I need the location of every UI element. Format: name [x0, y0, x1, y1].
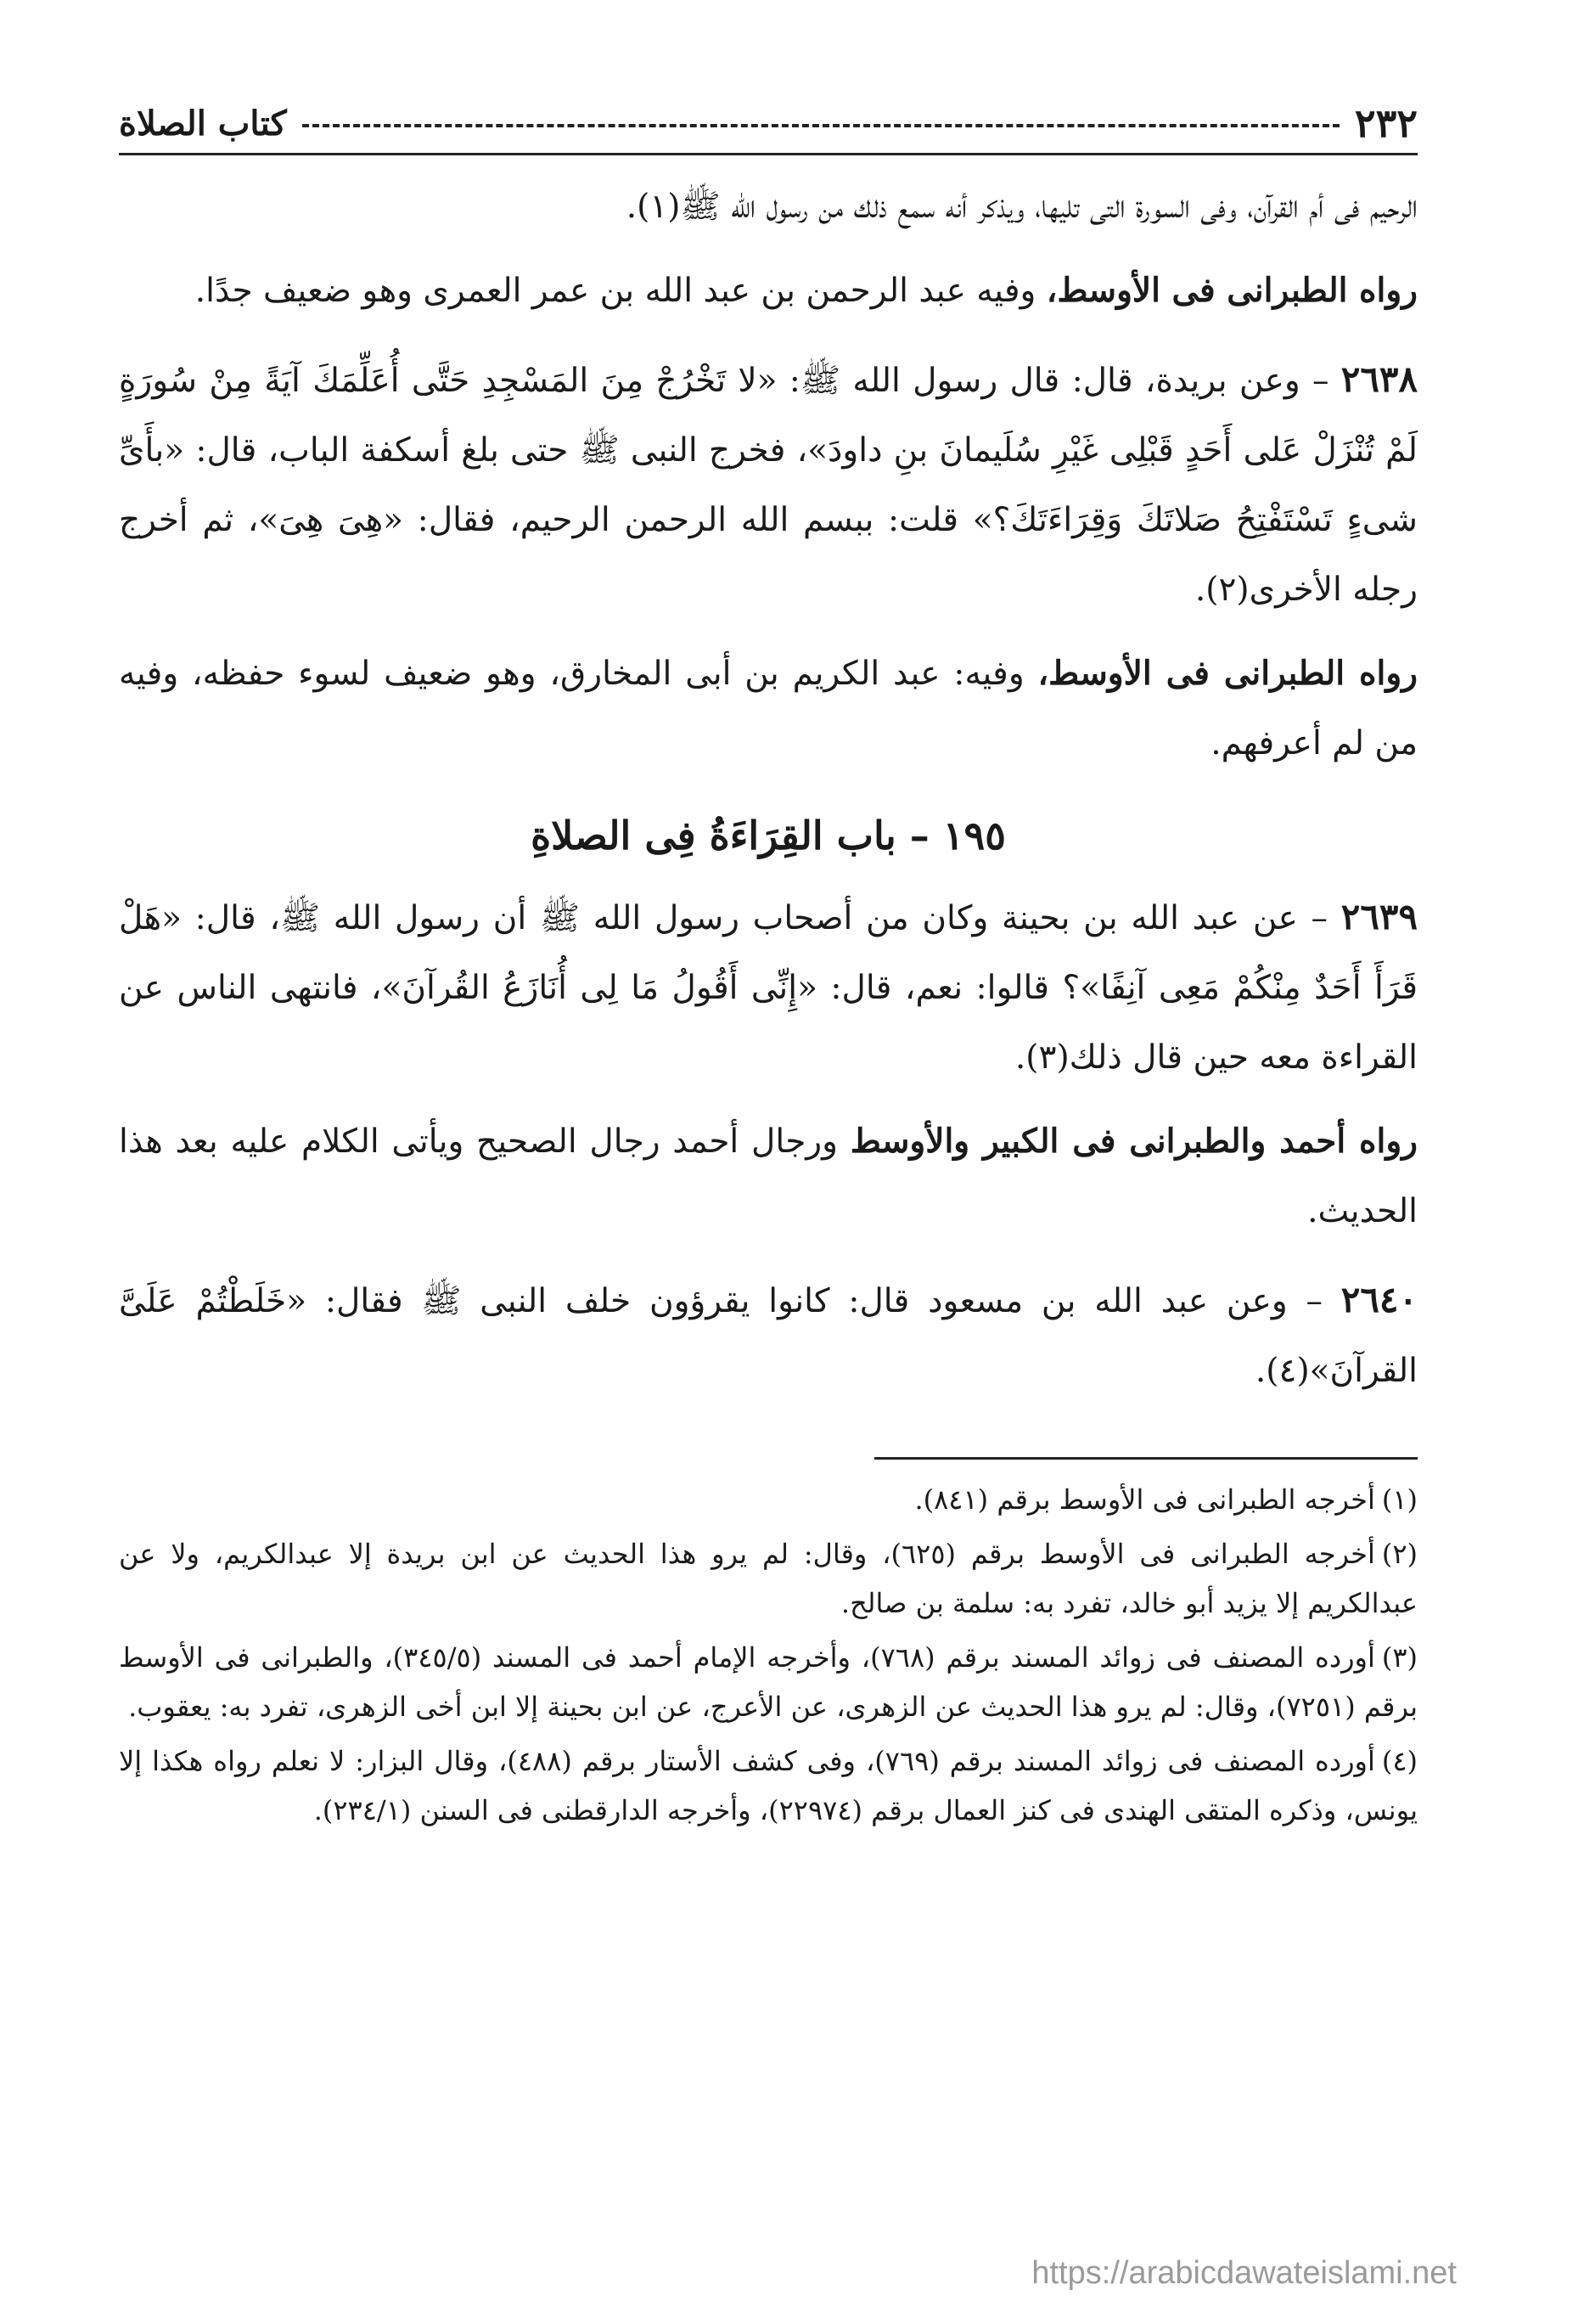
hadith-text: – وعن بريدة، قال: قال رسول الله ﷺ: «لا تَخْرُجْ مِنَ المَسْجِدِ حَتَّى أُعَلِّمَكَ آيَةً مِنْ سُورَةٍ لَمْ تُنْزَلْ عَلى أَحَدٍ قَبْلِى غَيْرِ سُلَيمانَ بنِ داودَ»، فخرج النبى ﷺ حتى بلغ أسكفة الباب، قال: «بأَىِّ شىءٍ تَسْتَفْتِحُ صَلاتَكَ وَقِرَاءَتَكَ؟» قلت: ببسم الله الرحمن الرحيم، فقال: «هِىَ هِىَ»، ثم أخرج رجله الأخرى(٢).: [119, 362, 1418, 609]
hadith-text: – عن عبد الله بن بحينة وكان من أصحاب رسول الله ﷺ أن رسول الله ﷺ، قال: «هَلْ قَرَأَ أَحَدٌ مِنْكُمْ مَعِى آنِفًا»؟ قالوا: نعم، قال: «إِنِّى أَقُولُ مَا لِى أُنَازَعُ القُرآنَ»، فانتهى الناس عن القراءة معه حين قال ذلك(٣).: [119, 899, 1418, 1077]
footnote: [119, 1529, 1418, 1628]
book-title: كتاب الصلاة: [119, 103, 287, 143]
footnote-text: أورده المصنف فى زوائد المسند برقم (٧٦٩)، وفى كشف الأستار برقم (٤٨٨)، وقال البزار: لا نعلم رواه هكذا إلا يونس، وذكره المتقى الهندى فى كنز العمال برقم (٢٢٩٧٤)، وأخرجه الدارقطنى فى السنن (٢٣٤/١).: [119, 1745, 1418, 1826]
footnote-number: (٢): [1381, 1538, 1418, 1570]
footnote-text: أورده المصنف فى زوائد المسند برقم (٧٦٨)، وأخرجه الإمام أحمد فى المسند (٣٤٥/٥)، والطبرانى فى الأوسط برقم (٧٢٥١)، وقال: لم يرو هذا الحديث عن الزهرى، عن الأعرج، عن ابن بحينة إلا ابن أخى الزهرى، تفرد به: يعقوب.: [119, 1641, 1418, 1723]
hadith-text: – وعن عبد الله بن مسعود قال: كانوا يقرؤون خلف النبى ﷺ فقال: «خَلَطْتُمْ عَلَىَّ القرآنَ»(٤).: [119, 1282, 1418, 1390]
footnote: [119, 1736, 1418, 1835]
footnote-number: (٣): [1381, 1641, 1418, 1674]
hadith-number: ٢٦٣٨: [1340, 358, 1418, 400]
header-divider: [302, 124, 1340, 127]
source-attribution: رواه الطبرانى فى الأوسط،: [1037, 654, 1418, 693]
source-comment: وفيه عبد الرحمن بن عبد الله بن عمر العمرى وهو ضعيف جدًا.: [194, 272, 1047, 310]
source-note: [119, 639, 1418, 779]
source-comment: وفيه: عبد الكريم بن أبى المخارق، وهو ضعيف لسوء حفظه، وفيه من لم أعرفهم.: [119, 655, 1418, 762]
paragraph-continuation: [119, 172, 1418, 242]
hadith-2638: [119, 345, 1418, 625]
source-attribution: رواه الطبرانى فى الأوسط،: [1046, 271, 1418, 310]
footnote: [119, 1475, 1418, 1524]
book-page: [119, 93, 1418, 2267]
source-comment: ورجال أحمد رجال الصحيح ويأتى الكلام عليه بعد هذا الحديث.: [119, 1123, 1418, 1230]
source-note: [119, 1106, 1418, 1246]
hadith-2640: [119, 1265, 1418, 1406]
footnote-number: (١): [1381, 1483, 1418, 1516]
footnote-text: أخرجه الطبرانى فى الأوسط برقم (٦٢٥)، وقال: لم يرو هذا الحديث عن ابن بريدة إلا عبدالكريم، ولا عن عبدالكريم إلا يزيد أبو خالد، تفرد به: سلمة بن صالح.: [119, 1538, 1418, 1619]
page-number: ٢٣٢: [1354, 100, 1418, 146]
footnote: [119, 1633, 1418, 1731]
paragraph-text: الرحيم فى أم القرآن، وفى السورة التى تليها، ويذكر أنه سمع ذلك من رسول الله ﷺ(١).: [626, 188, 1418, 226]
hadith-number: ٢٦٤٠: [1340, 1279, 1418, 1320]
hadith-number: ٢٦٣٩: [1340, 896, 1418, 937]
footnotes: [119, 1475, 1418, 1835]
chapter-heading: ١٩٥ – باب القِرَاءَةُ فِى الصلاةِ: [531, 813, 1006, 858]
footnote-divider: [874, 1457, 1418, 1460]
watermark-url: https://arabicdawateislami.net: [1031, 2255, 1457, 2291]
source-attribution: رواه أحمد والطبرانى فى الكبير والأوسط: [850, 1122, 1418, 1161]
footnote-number: (٤): [1381, 1745, 1418, 1777]
hadith-2639: [119, 882, 1418, 1093]
running-header: [119, 93, 1418, 155]
page-content: [119, 172, 1418, 1835]
source-note: [119, 256, 1418, 326]
footnote-text: أخرجه الطبرانى فى الأوسط برقم (٨٤١).: [914, 1483, 1375, 1516]
